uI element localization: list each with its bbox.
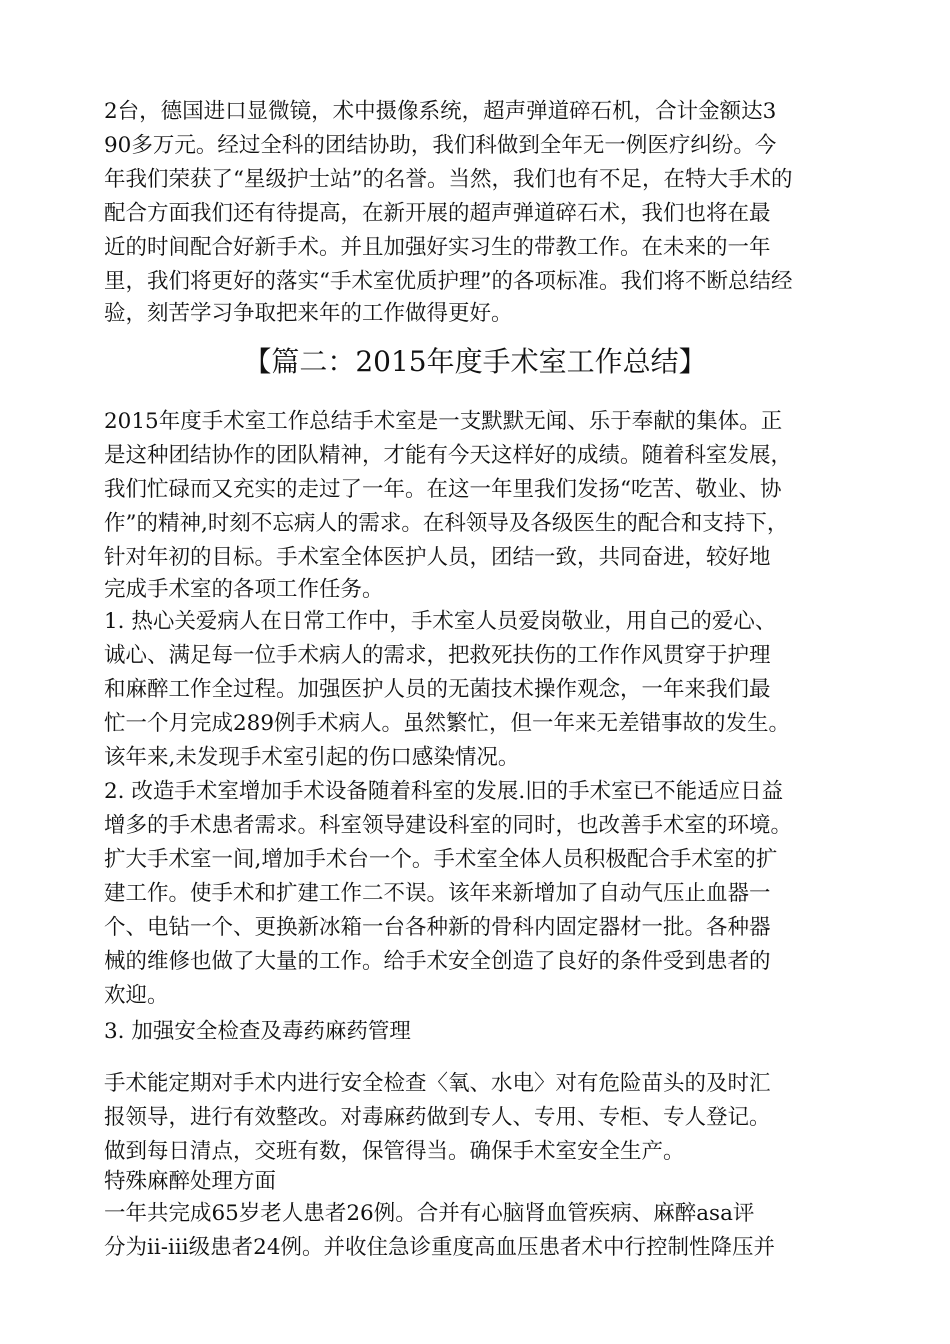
paragraph-1-line-7: 验，刻苦学习争取把来年的工作做得更好。 (104, 301, 513, 326)
paragraph-2-line-3: 我们忙碌而又充实的走过了一年。在这一年里我们发扬“吃苦、敬业、协 (104, 477, 782, 502)
item-1-line-5: 该年来,未发现手术室引起的伤口感染情况。 (104, 745, 520, 770)
item-2-line-1: 2. 改造手术室增加手术设备随着科室的发展.旧的手术室已不能适应日益 (104, 779, 784, 804)
item-2-line-7: 欢迎。 (104, 983, 169, 1008)
paragraph-2-line-1: 2015年度手术室工作总结手术室是一支默默无闻、乐于奉献的集体。正 (104, 409, 783, 434)
paragraph-1-line-4: 配合方面我们还有待提高，在新开展的超声弹道碎石术，我们也将在最 (104, 201, 771, 226)
paragraph-2-line-4: 作”的精神,时刻不忘病人的需求。在科领导及各级医生的配合和支持下， (104, 511, 789, 536)
paragraph-2-line-5: 针对年初的目标。手术室全体医护人员，团结一致，共同奋进，较好地 (104, 545, 771, 570)
item-2-line-5: 个、电钻一个、更换新冰箱一台各种新的骨科内固定器材一批。各种器 (104, 915, 771, 940)
paragraph-3-line-2: 报领导，进行有效整改。对毒麻药做到专人、专用、专柜、专人登记。 (104, 1105, 771, 1130)
item-1-line-3: 和麻醉工作全过程。加强医护人员的无菌技术操作观念，一年来我们最 (104, 677, 771, 702)
section-title: 【篇二：2015年度手术室工作总结】 (243, 345, 707, 378)
paragraph-2-line-2: 是这种团结协作的团队精神，才能有今天这样好的成绩。随着科室发展， (104, 443, 793, 468)
item-1-line-1: 1. 热心关爱病人在日常工作中，手术室人员爱岗敬业，用自己的爱心、 (104, 609, 777, 634)
paragraph-4-line-2: 分为ii-iii级患者24例。并收住急诊重度高血压患者术中行控制性降压并 (104, 1235, 776, 1260)
paragraph-2-line-6: 完成手术室的各项工作任务。 (104, 577, 384, 602)
paragraph-1-line-2: 90多万元。经过全科的团结协助，我们科做到全年无一例医疗纠纷。今 (104, 133, 777, 158)
item-2-line-3: 扩大手术室一间,增加手术台一个。手术室全体人员积极配合手术室的扩 (104, 847, 778, 872)
paragraph-1-line-5: 近的时间配合好新手术。并且加强好实习生的带教工作。在未来的一年 (104, 235, 771, 260)
paragraph-1-line-1: 2台，德国进口显微镜，术中摄像系统，超声弹道碎石机，合计金额达3 (104, 99, 777, 124)
item-2-line-6: 械的维修也做了大量的工作。给手术安全创造了良好的条件受到患者的 (104, 949, 771, 974)
paragraph-4-line-1: 一年共完成65岁老人患者26例。合并有心脑肾血管疾病、麻醉asa评 (104, 1201, 755, 1226)
paragraph-3-line-1: 手术能定期对手术内进行安全检查〈氧、水电〉对有危险苗头的及时汇 (104, 1071, 771, 1096)
item-3-heading: 3. 加强安全检查及毒药麻药管理 (104, 1019, 411, 1044)
paragraph-1-line-6: 里，我们将更好的落实“手术室优质护理”的各项标准。我们将不断总结经 (104, 269, 793, 294)
paragraph-3-line-3: 做到每日清点，交班有数，保管得当。确保手术室安全生产。 (104, 1139, 685, 1164)
item-2-line-2: 增多的手术患者需求。科室领导建设科室的同时，也改善手术室的环境。 (104, 813, 793, 838)
item-2-line-4: 建工作。使手术和扩建工作二不误。该年来新增加了自动气压止血器一 (104, 881, 771, 906)
item-1-line-4: 忙一个月完成289例手术病人。虽然繁忙，但一年来无差错事故的发生。 (104, 711, 791, 736)
item-1-line-2: 诚心、满足每一位手术病人的需求，把救死扶伤的工作作风贯穿于护理 (104, 643, 771, 668)
paragraph-1-line-3: 年我们荣获了“星级护士站”的名誉。当然，我们也有不足，在特大手术的 (104, 167, 793, 192)
subheading: 特殊麻醉处理方面 (104, 1169, 277, 1194)
